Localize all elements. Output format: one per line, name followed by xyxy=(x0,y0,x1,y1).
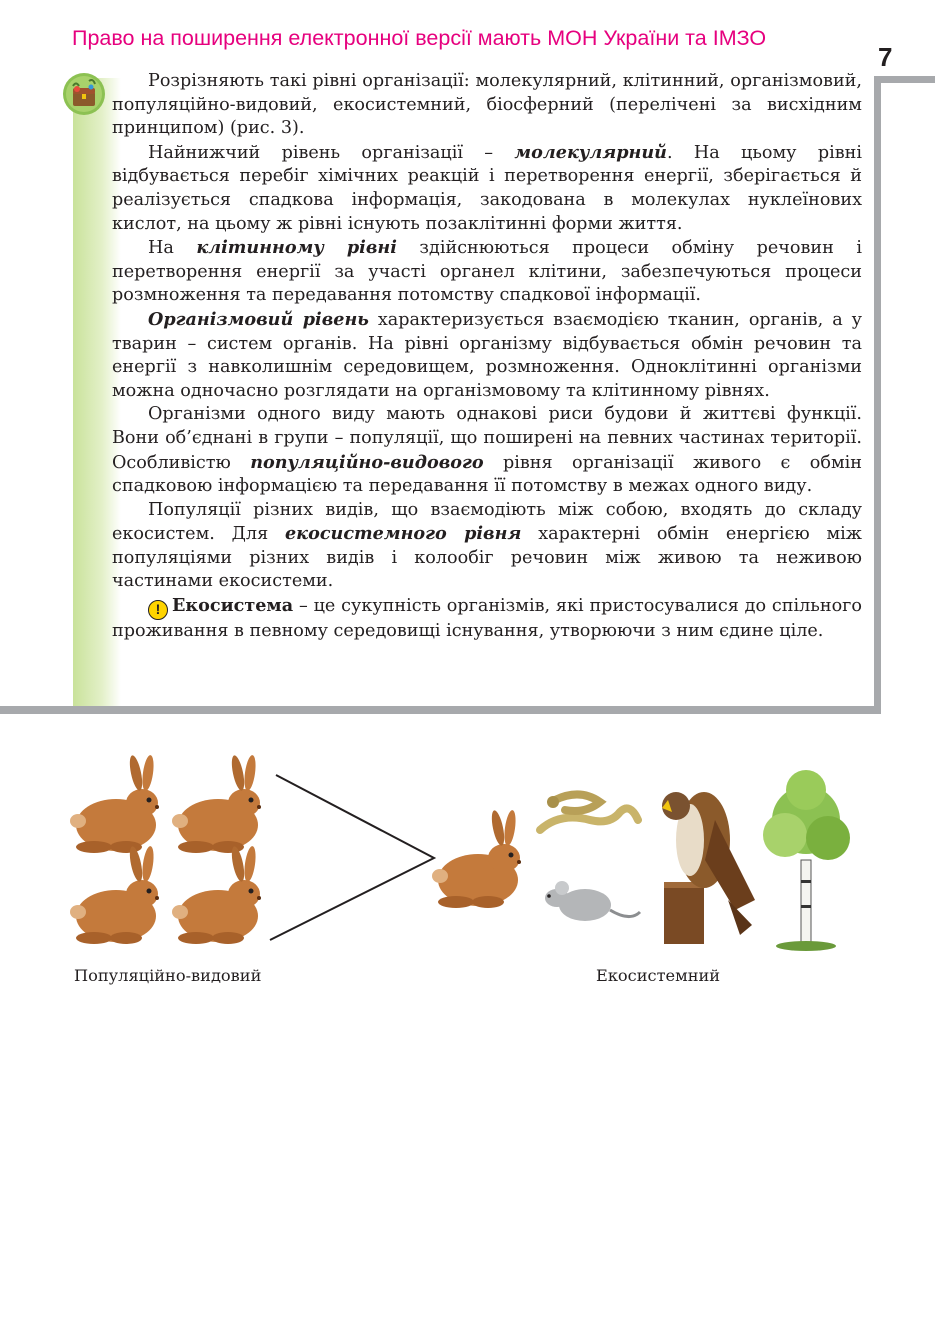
paragraph xyxy=(112,141,862,236)
paragraph-text: здійснюються процеси обміну речовин і перетворення енергії за участі органел клітини, забезпечуються процеси розмноження та передавання потомству спадкової інформації. xyxy=(112,238,862,306)
paragraph xyxy=(112,308,862,403)
paragraph xyxy=(112,70,862,141)
emphasized-term: екосистемного рівня xyxy=(284,523,522,545)
paragraph xyxy=(112,499,862,594)
hawk-image xyxy=(662,792,755,944)
rabbit-image xyxy=(172,845,261,944)
emphasized-term: молекулярний xyxy=(514,141,667,163)
paragraph-text: Організми одного виду мають однакові риси будови й життєві функції. Вони об’єднані в групи – популяції, що поширені на певних частинах території. Особливістю xyxy=(112,404,862,473)
paragraph-text: . На цьому рівні відбувається перебіг хімічних реакцій і перетворення енергії, зберігається й реалізується спадкова інформація, закодована в молекулах нуклеїнових кислот, на цьому ж рівні існують позаклітинні форми життя. xyxy=(112,142,862,234)
rabbit-image xyxy=(432,809,521,908)
rabbit-image xyxy=(70,845,159,944)
mouse-image xyxy=(545,881,640,921)
birch-tree-image xyxy=(763,770,850,951)
caption-ecosystem: Екосистемний xyxy=(596,966,721,985)
caption-population-species: Популяційно-видовий xyxy=(74,966,262,985)
emphasized-term: клітинному рівні xyxy=(196,237,397,259)
body-text xyxy=(112,70,862,644)
paragraph-text: Найнижчий рівень організації – xyxy=(148,142,515,163)
zoom-lines xyxy=(270,775,434,940)
paragraph xyxy=(112,236,862,308)
paragraph-text: Розрізняють такі рівні організації: молекулярний, клітинний, організмовий, популяційно-видовий, екосистемний, біосферний (перелічені за висхідним принципом) (рис. 3). xyxy=(112,71,862,139)
definition-paragraph xyxy=(112,594,862,644)
exclamation-icon: ! xyxy=(148,600,168,620)
treasure-chest-icon xyxy=(62,72,106,116)
top-right-rule xyxy=(874,76,935,83)
right-side-rule xyxy=(874,76,881,714)
definition-text: – це сукупність організмів, які пристосувалися до спільного проживання в певному середовищі існування, утворюючи з ним єдине ціле. xyxy=(112,596,862,642)
paragraph-text: Популяції різних видів, що взаємодіють між собою, входять до складу екосистем. Для xyxy=(112,499,862,545)
paragraph-text: характерні обмін енергією між популяціями різних видів і колообіг речовин між живою та неживою частинами екосистеми. xyxy=(112,524,862,592)
paragraph-text: характеризується взаємодією тканин, органів, а у тварин – систем органів. На рівні організму відбувається обмін речовин та енергії з навколишнім середовищем, розмноження. Одноклітинні організми можна одночасно розглядати на організмовому та клітинному рівнях. xyxy=(112,309,862,401)
rights-notice: Право на поширення електронної версії мають МОН України та ІМЗО xyxy=(72,26,767,50)
paragraph-text: На xyxy=(148,238,197,259)
page-number: 7 xyxy=(878,42,893,72)
emphasized-term: популяційно-видового xyxy=(250,451,484,473)
levels-figure xyxy=(0,750,935,960)
rabbit-image xyxy=(172,754,261,853)
rabbit-image xyxy=(70,754,159,853)
definition-term: Екосистема xyxy=(172,595,294,617)
paragraph-text: рівня організації живого є обмін спадковою інформацією та передавання її потомству в межах одного виду. xyxy=(112,452,862,497)
emphasized-term: Організмовий рівень xyxy=(148,308,369,330)
snake-image xyxy=(540,794,638,830)
bottom-rule xyxy=(0,706,881,714)
paragraph-list xyxy=(112,70,862,594)
paragraph xyxy=(112,403,862,498)
